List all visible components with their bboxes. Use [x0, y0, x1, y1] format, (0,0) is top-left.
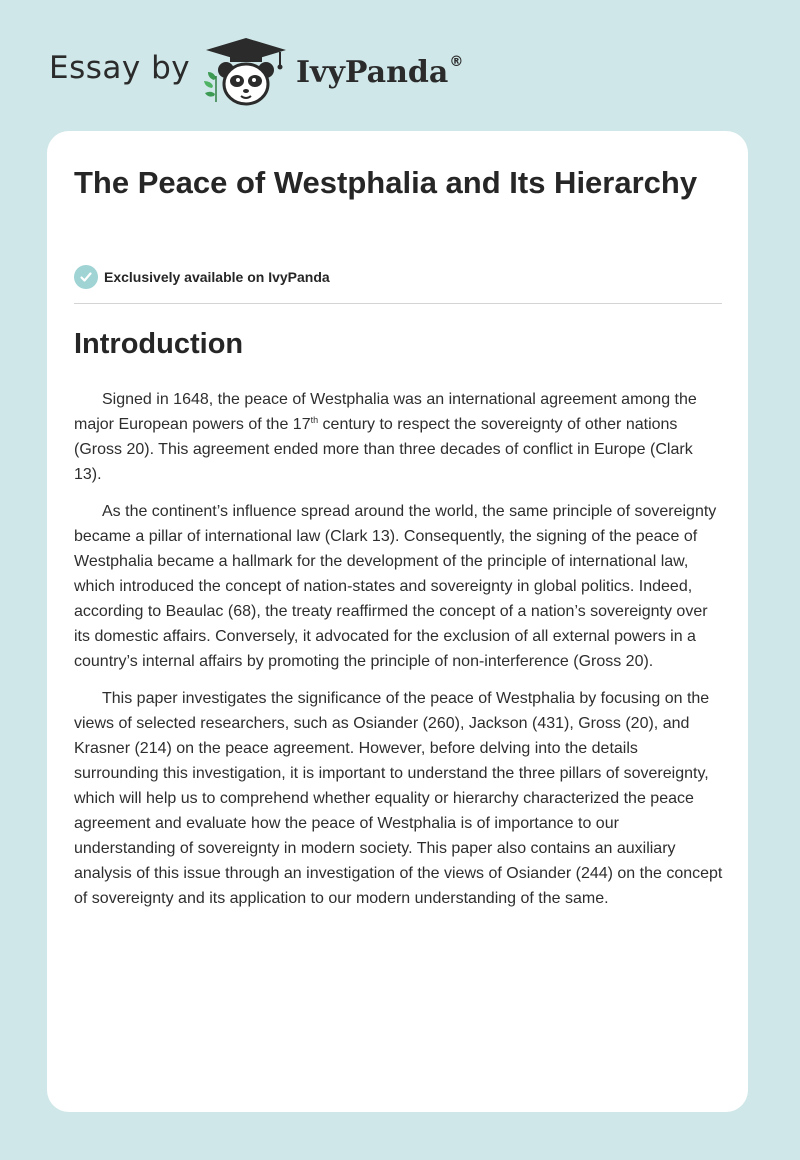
check-icon: [74, 265, 98, 289]
registered-mark: ®: [449, 54, 464, 70]
essay-by-label: Essay by: [49, 50, 191, 86]
paragraph: Signed in 1648, the peace of Westphalia was an international agreement among the major European powers of the 17th century to respect the sovereignty of other nations (Gross 20). This agreement ended more than three decades of conflict in Europe (Clark 13).: [74, 391, 697, 483]
article-card: [47, 131, 748, 1112]
panda-graduate-icon[interactable]: [200, 36, 292, 108]
brand-name[interactable]: IvyPanda®: [296, 54, 464, 90]
page-title: The Peace of Westphalia and Its Hierarchy: [74, 165, 698, 200]
section-heading: Introduction: [74, 328, 244, 360]
article-body: [74, 387, 724, 923]
paragraph: This paper investigates the significance of the peace of Westphalia by focusing on the views of selected researchers, such as Osiander (260), Jackson (431), Gross (20), and Krasner (214) on the peace agreement. However, before delving into the details surrounding this investigation, it is important to understand the three pillars of sovereignty, which will help us to comprehend whether equality or hierarchy characterized the peace agreement and evaluate how the peace of Westphalia is of importance to our understanding of sovereignty in modern society. This paper also contains an auxiliary analysis of this issue through an investigation of the views of Osiander (244) on the concept of sovereignty and its application to our modern understanding of the same.: [74, 690, 723, 907]
exclusive-label: Exclusively available on IvyPanda: [104, 269, 330, 285]
paragraph: As the continent’s influence spread around the world, the same principle of sovereignty became a pillar of international law (Clark 13). Consequently, the signing of the peace of Westphalia became a hallmark for the development of the principle of international law, which introduced the concept of nation-states and sovereignty in global politics. Indeed, according to Beaulac (68), the treaty reaffirmed the concept of a nation’s sovereignty over its domestic affairs. Conversely, it advocated for the exclusion of all external powers in a country’s internal affairs by promoting the principle of non-interference (Gross 20).: [74, 503, 717, 670]
divider: [74, 303, 722, 304]
exclusive-badge: [74, 264, 330, 290]
site-header: [0, 0, 800, 130]
